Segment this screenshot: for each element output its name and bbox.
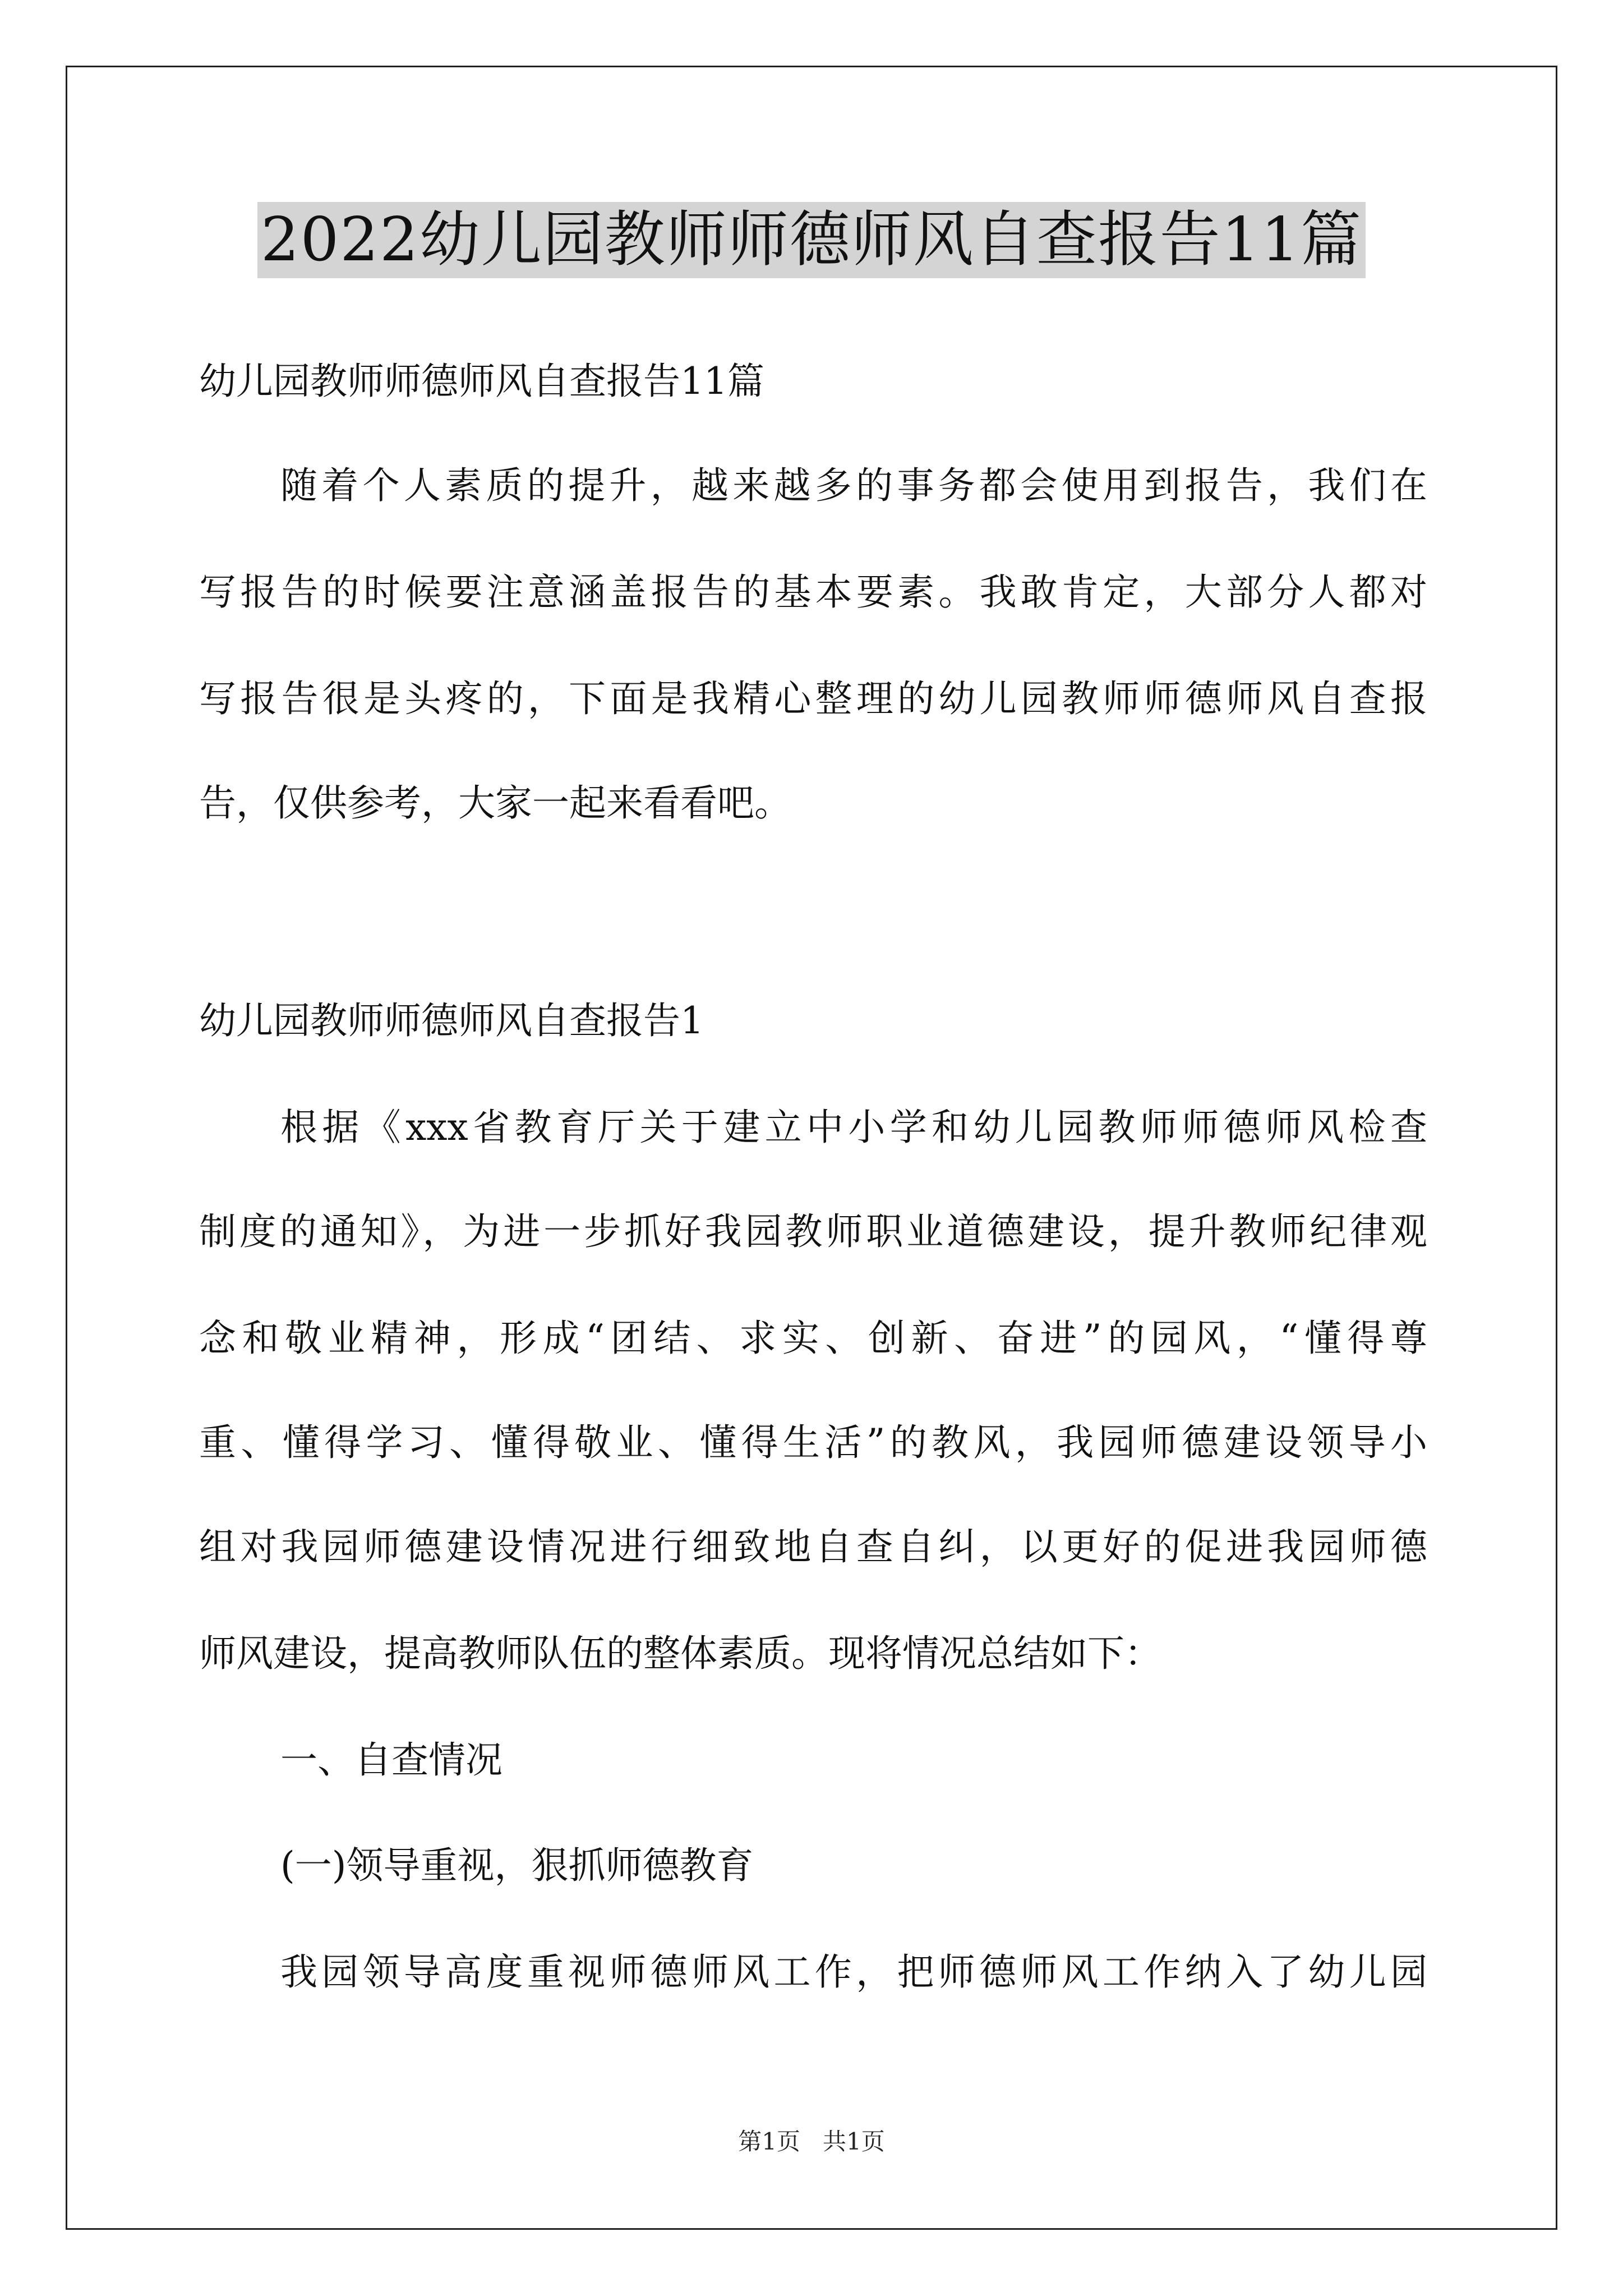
intro-line-1: 随着个人素质的提升，越来越多的事务都会使用到报告，我们在 [280, 464, 1427, 507]
body-line-5: 组对我园师德建设情况进行细致地自查自纠，以更好的促进我园师德 [199, 1525, 1427, 1568]
body-line-3: 念和敬业精神，形成“团结、求实、创新、奋进”的园风，“懂得尊 [199, 1317, 1427, 1360]
page-footer: 第1页 共1页 [738, 2128, 885, 2155]
intro-line-4: 告，仅供参考，大家一起来看看吧。 [199, 781, 791, 825]
body-last-line: 我园领导高度重视师德师风工作，把师德师风工作纳入了幼儿园 [280, 1950, 1427, 1994]
heading-1-1: (一)领导重视，狠抓师德教育 [280, 1844, 754, 1887]
intro-line-2: 写报告的时候要注意涵盖报告的基本要素。我敢肯定，大部分人都对 [199, 570, 1427, 614]
body-line-6: 师风建设，提高教师队伍的整体素质。现将情况总结如下： [199, 1632, 1161, 1675]
intro-line-3: 写报告很是头疼的，下面是我精心整理的幼儿园教师师德师风自查报 [199, 677, 1427, 720]
heading-1: 一、自查情况 [280, 1738, 502, 1782]
body-line-1: 根据《xxx省教育厅关于建立中小学和幼儿园教师师德师风检查 [280, 1106, 1427, 1149]
document-subtitle: 幼儿园教师师德师风自查报告11篇 [199, 360, 764, 403]
body-line-4: 重、懂得学习、懂得敬业、懂得生活”的教风，我园师德建设领导小 [199, 1421, 1427, 1464]
body-line-2: 制度的通知》，为进一步抓好我园教师职业道德建设，提升教师纪律观 [199, 1210, 1427, 1253]
section-heading: 幼儿园教师师德师风自查报告1 [199, 999, 704, 1042]
document-title: 2022幼儿园教师师德师风自查报告11篇 [257, 202, 1366, 278]
title-container [0, 202, 1623, 278]
